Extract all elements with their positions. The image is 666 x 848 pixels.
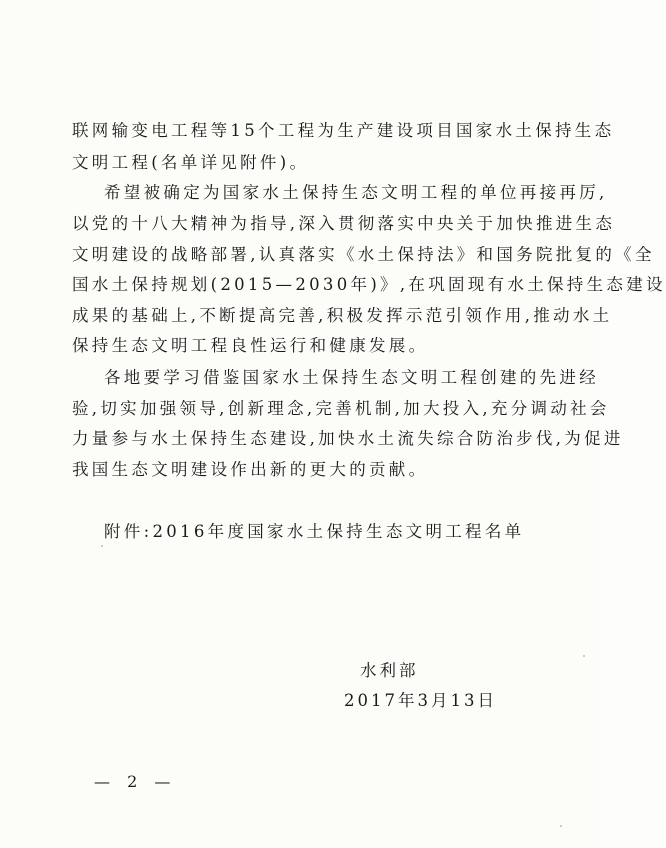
para3-line-2: 验,切实加强领导,创新理念,完善机制,加大投入,充分调动社会 [72,399,610,418]
para2-line-3: 文明建设的战略部署,认真落实《水土保持法》和国务院批复的《全 [72,245,655,264]
scan-speck [560,825,562,827]
page-number: — 2 — [94,772,177,791]
scan-speck [101,545,103,547]
para2-line-1: 希望被确定为国家水土保持生态文明工程的单位再接再厉, [104,183,608,202]
issue-date: 2017年3月13日 [344,691,497,710]
para1-line-2: 文明工程(名单详见附件)。 [72,153,310,172]
para3-line-3: 力量参与水土保持生态建设,加快水土流失综合防治步伐,为促进 [72,429,624,448]
scan-speck [583,655,585,657]
issuer-name: 水利部 [360,661,419,680]
para2-line-4: 国水土保持规划(2015—2030年)》,在巩固现有水土保持生态建设 [72,275,666,294]
para2-line-6: 保持生态文明工程良性运行和健康发展。 [72,336,429,355]
para3-line-1: 各地要学习借鉴国家水土保持生态文明工程创建的先进经 [104,368,599,387]
para1-line-1: 联网输变电工程等15个工程为生产建设项目国家水土保持生态 [72,121,615,140]
para3-line-4: 我国生态文明建设作出新的更大的贡献。 [72,460,429,479]
para2-line-5: 成果的基础上,不断提高完善,积极发挥示范引领作用,推动水土 [72,306,613,325]
attachment-line: 附件:2016年度国家水土保持生态文明工程名单 [104,522,525,541]
para2-line-2: 以党的十八大精神为指导,深入贯彻落实中央关于加快推进生态 [72,214,616,233]
